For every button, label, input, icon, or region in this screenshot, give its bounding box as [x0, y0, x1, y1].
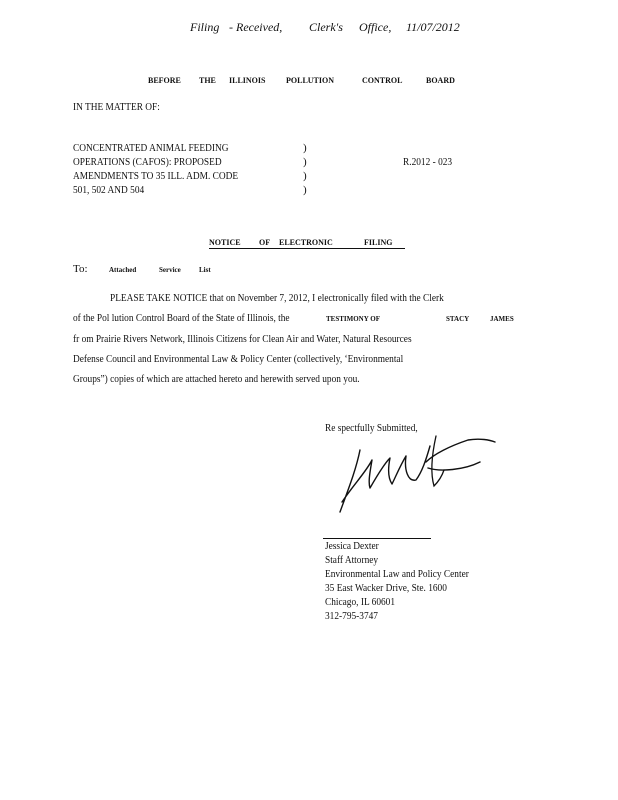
caption-line: OPERATIONS (CAFOS): PROPOSED: [73, 156, 222, 168]
signature-line: [323, 538, 431, 539]
to-value: List: [199, 266, 211, 274]
signer-address: 35 East Wacker Drive, Ste. 1600: [325, 582, 447, 594]
body-line: PLEASE TAKE NOTICE that on November 7, 2012, I electronically filed with the Clerk: [110, 292, 444, 304]
docket-number: R.2012 - 023: [403, 156, 453, 168]
caption-paren: ): [303, 170, 307, 182]
body-stacy: STACY: [446, 315, 470, 323]
header-word: BEFORE: [148, 76, 181, 85]
stamp-filing: Filing: [190, 20, 220, 34]
signer-phone: 312-795-3747: [325, 610, 378, 622]
body-line: fr om Prairie Rivers Network, Illinois Citizens for Clean Air and Water, Natural Resources: [73, 333, 412, 345]
stamp-clerks: Clerk's: [309, 20, 343, 34]
closing: Re spectfully Submitted,: [325, 422, 418, 434]
header-word: BOARD: [426, 76, 455, 85]
body-line: Groups”) copies of which are attached hereto and herewith served upon you.: [73, 373, 360, 385]
header-word: CONTROL: [362, 76, 403, 85]
body-james: JAMES: [490, 315, 514, 323]
caption-paren: ): [303, 156, 307, 168]
notice-word: ELECTRONIC: [279, 238, 333, 247]
caption-line: 501, 502 AND 504: [73, 184, 145, 196]
caption-paren: ): [303, 184, 307, 196]
signer-org: Environmental Law and Policy Center: [325, 568, 469, 580]
body-line: Defense Council and Environmental Law & Policy Center (collectively, ‘Environmental: [73, 353, 404, 365]
body-line: of the Pol lution Control Board of the State of Illinois, the: [73, 312, 290, 324]
in-the-matter-of: IN THE MATTER OF:: [73, 101, 160, 113]
stamp-date: 11/07/2012: [406, 20, 460, 34]
to-label: To:: [73, 263, 88, 275]
body-testimony: TESTIMONY OF: [326, 315, 380, 323]
to-value: Attached: [109, 266, 137, 274]
notice-word: FILING: [364, 238, 393, 247]
header-word: ILLINOIS: [229, 76, 266, 85]
header-word: THE: [199, 76, 216, 85]
handwritten-signature: [330, 432, 500, 517]
header-word: POLLUTION: [286, 76, 335, 85]
notice-underline: [209, 248, 405, 249]
notice-word: OF: [259, 238, 271, 247]
caption-line: CONCENTRATED ANIMAL FEEDING: [73, 142, 229, 154]
stamp-office: Office,: [359, 20, 392, 34]
signer-city: Chicago, IL 60601: [325, 596, 396, 608]
to-value: Service: [159, 266, 181, 274]
caption-paren: ): [303, 142, 307, 154]
signer-title: Staff Attorney: [325, 554, 379, 566]
signer-name: Jessica Dexter: [325, 540, 379, 552]
stamp-received: - Received,: [229, 20, 283, 34]
caption-line: AMENDMENTS TO 35 ILL. ADM. CODE: [73, 170, 239, 182]
notice-word: NOTICE: [209, 238, 241, 247]
